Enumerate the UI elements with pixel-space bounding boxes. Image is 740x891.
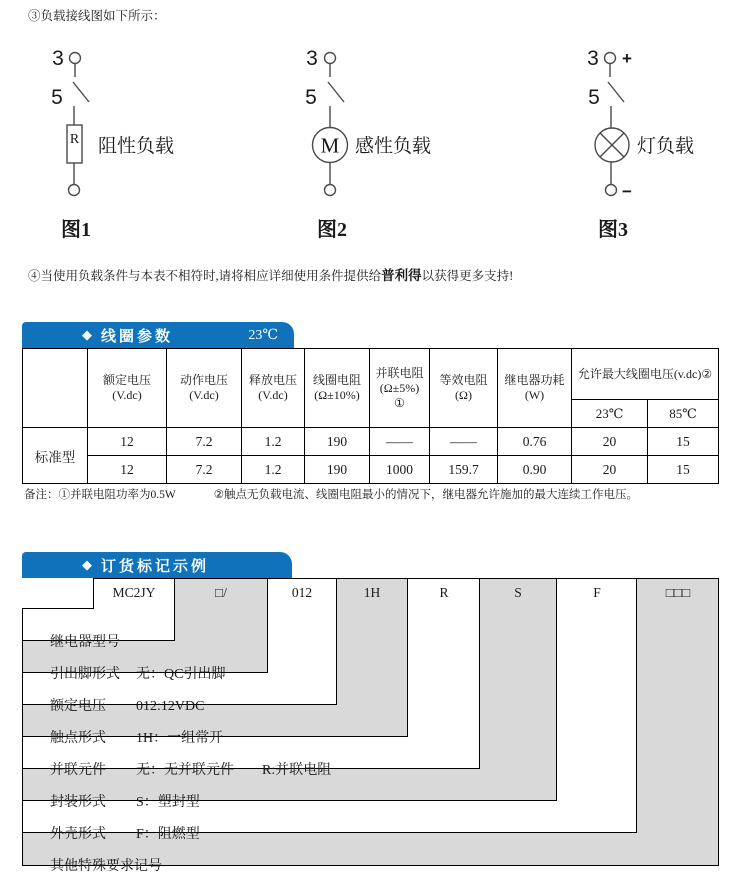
pin-5-label: 5 (305, 86, 317, 109)
load-diagram-note: ③负载接线图如下所示： (28, 9, 166, 23)
table-cell: 1.2 (242, 428, 305, 456)
load-label: 阻性负载 (98, 136, 175, 157)
table-cell: —— (370, 428, 430, 456)
order-row-pin-type: 引出脚形式 无：QC引出脚 (50, 667, 226, 682)
table-cell: 20 (572, 428, 648, 456)
note4-prefix: ④当使用负载条件与本表不相符时,请将相应详细使用条件提供给 (28, 269, 382, 283)
motor-letter: M (320, 133, 340, 158)
table-cell: 20 (572, 456, 648, 484)
resistor-letter: R (69, 132, 80, 147)
top-terminal-icon (70, 53, 81, 64)
coil-params-tab (22, 322, 294, 348)
switch-blade-icon (73, 82, 89, 102)
code-model: MC2JY (112, 585, 156, 600)
figure-caption: 图2 (317, 219, 347, 241)
order-row-other-requirements: 其他特殊要求记号 (50, 859, 162, 874)
minus-sign: − (622, 182, 632, 201)
order-mark-title: 订货标记示例 (101, 558, 210, 575)
remark-label: 备注： (24, 489, 59, 501)
table-cell: —— (430, 428, 498, 456)
col-header-equivalent-resistance: 等效电阻 (Ω) (430, 349, 498, 428)
load-label: 感性负载 (355, 136, 432, 157)
pin-3-label: 3 (306, 47, 318, 70)
code-case: F (593, 585, 601, 600)
table-cell: 1.2 (242, 456, 305, 484)
coil-table-remark (24, 486, 638, 502)
col-header-max-coil-voltage: 允许最大线圈电压(v.dc)② (572, 349, 719, 400)
figure-1-resistive-load (28, 42, 238, 247)
pin-3-label: 3 (52, 47, 64, 70)
top-terminal-icon (325, 53, 336, 64)
figure-caption: 图3 (598, 219, 628, 241)
order-row-package-type: 封装形式 S：塑封型 (50, 795, 200, 810)
order-row-rated-voltage: 额定电压 012:12VDC (50, 699, 205, 714)
bottom-terminal-icon (69, 185, 80, 196)
code-package: S (514, 585, 522, 600)
top-terminal-icon (605, 53, 616, 64)
diamond-icon: ◆ (82, 557, 92, 572)
table-cell: 15 (648, 428, 719, 456)
plus-sign: + (622, 49, 632, 68)
bottom-terminal-icon (325, 185, 336, 196)
pin-5-label: 5 (588, 86, 600, 109)
col-header-rated-voltage: 额定电压 (V.dc) (88, 349, 167, 428)
code-contact: 1H (363, 585, 381, 600)
table-cell: 7.2 (167, 456, 242, 484)
col-header-relay-power: 继电器功耗 (W) (498, 349, 572, 428)
code-voltage: 012 (291, 585, 313, 600)
order-row-contact-form: 触点形式 1H：一组常开 (50, 731, 224, 746)
order-mark-tab (22, 552, 292, 578)
order-code-staircase (22, 578, 719, 874)
bottom-terminal-icon (606, 185, 617, 196)
col-header-parallel-resistance: 并联电阻 (Ω±5%) ① (370, 349, 430, 428)
coil-params-title: 线圈参数 (101, 328, 174, 345)
brand-name: 普利得 (381, 268, 422, 283)
blank-header-cell (23, 349, 88, 428)
table-cell: 12 (88, 428, 167, 456)
col-header-coil-resistance: 线圈电阻 (Ω±10%) (305, 349, 370, 428)
note4-suffix: 以获得更多支持! (421, 269, 514, 283)
table-cell: 12 (88, 456, 167, 484)
col-header-release-voltage: 释放电压 (V.dc) (242, 349, 305, 428)
remark-2: ②触点无负载电流、线圈电阻最小的情况下，继电器允许施加的最大连续工作电压。 (213, 489, 639, 501)
switch-blade-icon (608, 82, 624, 102)
code-special: □□□ (665, 585, 691, 600)
table-cell: 159.7 (430, 456, 498, 484)
subheader-23c: 23℃ (572, 400, 648, 428)
order-row-parallel-element: 并联元件 无：无并联元件 R:并联电阻 (50, 763, 332, 778)
switch-blade-icon (328, 82, 344, 102)
figure-caption: 图1 (61, 219, 91, 241)
pin-3-label: 3 (587, 47, 599, 70)
table-cell: 1000 (370, 456, 430, 484)
table-cell: 7.2 (167, 428, 242, 456)
figure-2-inductive-load (283, 42, 493, 247)
code-parallel: R (439, 585, 449, 600)
diamond-icon: ◆ (82, 327, 92, 342)
table-cell: 0.76 (498, 428, 572, 456)
order-row-relay-model: 继电器型号 (50, 635, 120, 650)
blank-code-cell (22, 578, 94, 609)
figure-3-lamp-load (563, 42, 738, 247)
table-cell: 0.90 (498, 456, 572, 484)
code-pin: □/ (215, 585, 227, 600)
coil-temp-label: 23℃ (248, 327, 278, 343)
pin-5-label: 5 (51, 86, 63, 109)
load-condition-note (28, 268, 513, 284)
table-cell: 15 (648, 456, 719, 484)
col-header-operate-voltage: 动作电压 (V.dc) (167, 349, 242, 428)
subheader-85c: 85℃ (648, 400, 719, 428)
table-cell: 190 (305, 428, 370, 456)
coil-params-table (22, 348, 719, 484)
row-label-standard-type: 标准型 (23, 428, 88, 484)
table-cell: 190 (305, 456, 370, 484)
order-row-case-type: 外壳形式 F：阻燃型 (50, 827, 200, 842)
load-label: 灯负载 (637, 136, 695, 157)
remark-1: ①并联电阻功率为0.5W (58, 489, 176, 501)
